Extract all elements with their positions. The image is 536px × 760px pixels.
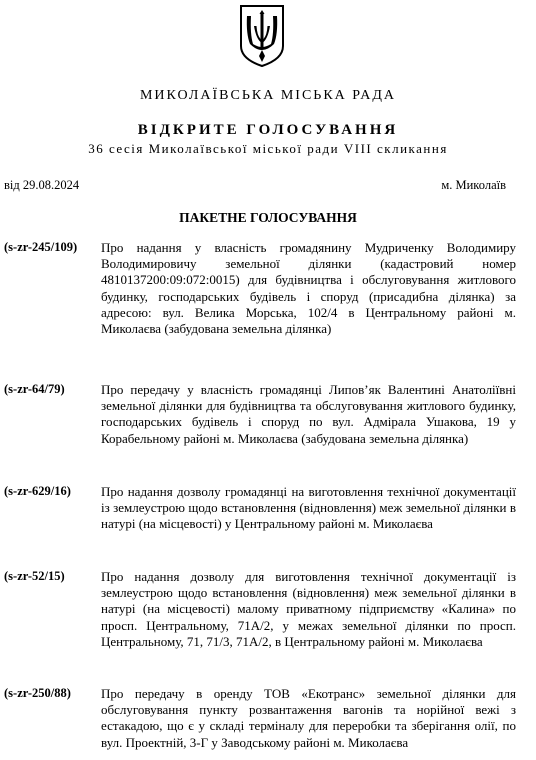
item-code: (s-zr-245/109) bbox=[4, 240, 78, 254]
item-text: Про надання у власність громадянину Мудриченку Володимиру Володимировичу земельної ділянки (кадастровий номер 4810137200:09:072:0015) для будівництва і обслуговування житлового будинку, господарських будівель і споруд (присадибна ділянка) за адресою: вул. Велика Морська, 102/4 в Центральному районі м. Миколаєва (забудована земельна ділянка) bbox=[101, 240, 516, 337]
document-city: м. Миколаїв bbox=[441, 178, 506, 192]
trident-icon bbox=[238, 4, 286, 68]
batch-vote-title: ПАКЕТНЕ ГОЛОСУВАННЯ bbox=[179, 210, 357, 225]
vote-type-title: ВІДКРИТЕ ГОЛОСУВАННЯ bbox=[137, 122, 399, 138]
council-name: МИКОЛАЇВСЬКА МІСЬКА РАДА bbox=[139, 88, 397, 103]
item-code: (s-zr-64/79) bbox=[4, 382, 65, 396]
item-text: Про передачу у власність громадянці Липов’як Валентині Анатоліївні земельної ділянки для будівництва та обслуговування житлового будинку, господарських будівель і споруд по вул. Адмірала Ушакова, 19 у Корабельному районі м. Миколаєва (забудована земельна ділянка) bbox=[101, 382, 516, 446]
item-code: (s-zr-52/15) bbox=[4, 569, 65, 583]
document-date: від 29.08.2024 bbox=[4, 178, 80, 192]
session-line: 36 сесія Миколаївської міської ради VIII скликання bbox=[88, 141, 448, 156]
item-code: (s-zr-629/16) bbox=[4, 484, 71, 498]
item-text: Про надання дозволу для виготовлення технічної документації із землеустрою щодо встановлення (відновлення) меж земельної ділянки в натурі (на місцевості) малому приватному підприємству «Калина» по просп. Центральному, 71А/2, у межах земельної ділянки по просп. Центральному, 71, 71/3, 71А/2, в Центральному районі м. Миколаєва bbox=[101, 569, 516, 649]
item-text: Про надання дозволу громадянці на виготовлення технічної документації із землеустрою щодо встановлення (відновлення) меж земельної ділянки в натурі (на місцевості) у Центральному районі м. Миколаєва bbox=[101, 484, 516, 532]
item-code: (s-zr-250/88) bbox=[4, 686, 71, 700]
item-text: Про передачу в оренду ТОВ «Екотранс» земельної ділянки для обслуговування пункту розвантаження вагонів та норійної вежі з естакадою, що є у складі терміналу для переробки та зберігання олії, по вул. Проектній, 3-Г у Заводському районі м. Миколаєва bbox=[101, 686, 516, 750]
